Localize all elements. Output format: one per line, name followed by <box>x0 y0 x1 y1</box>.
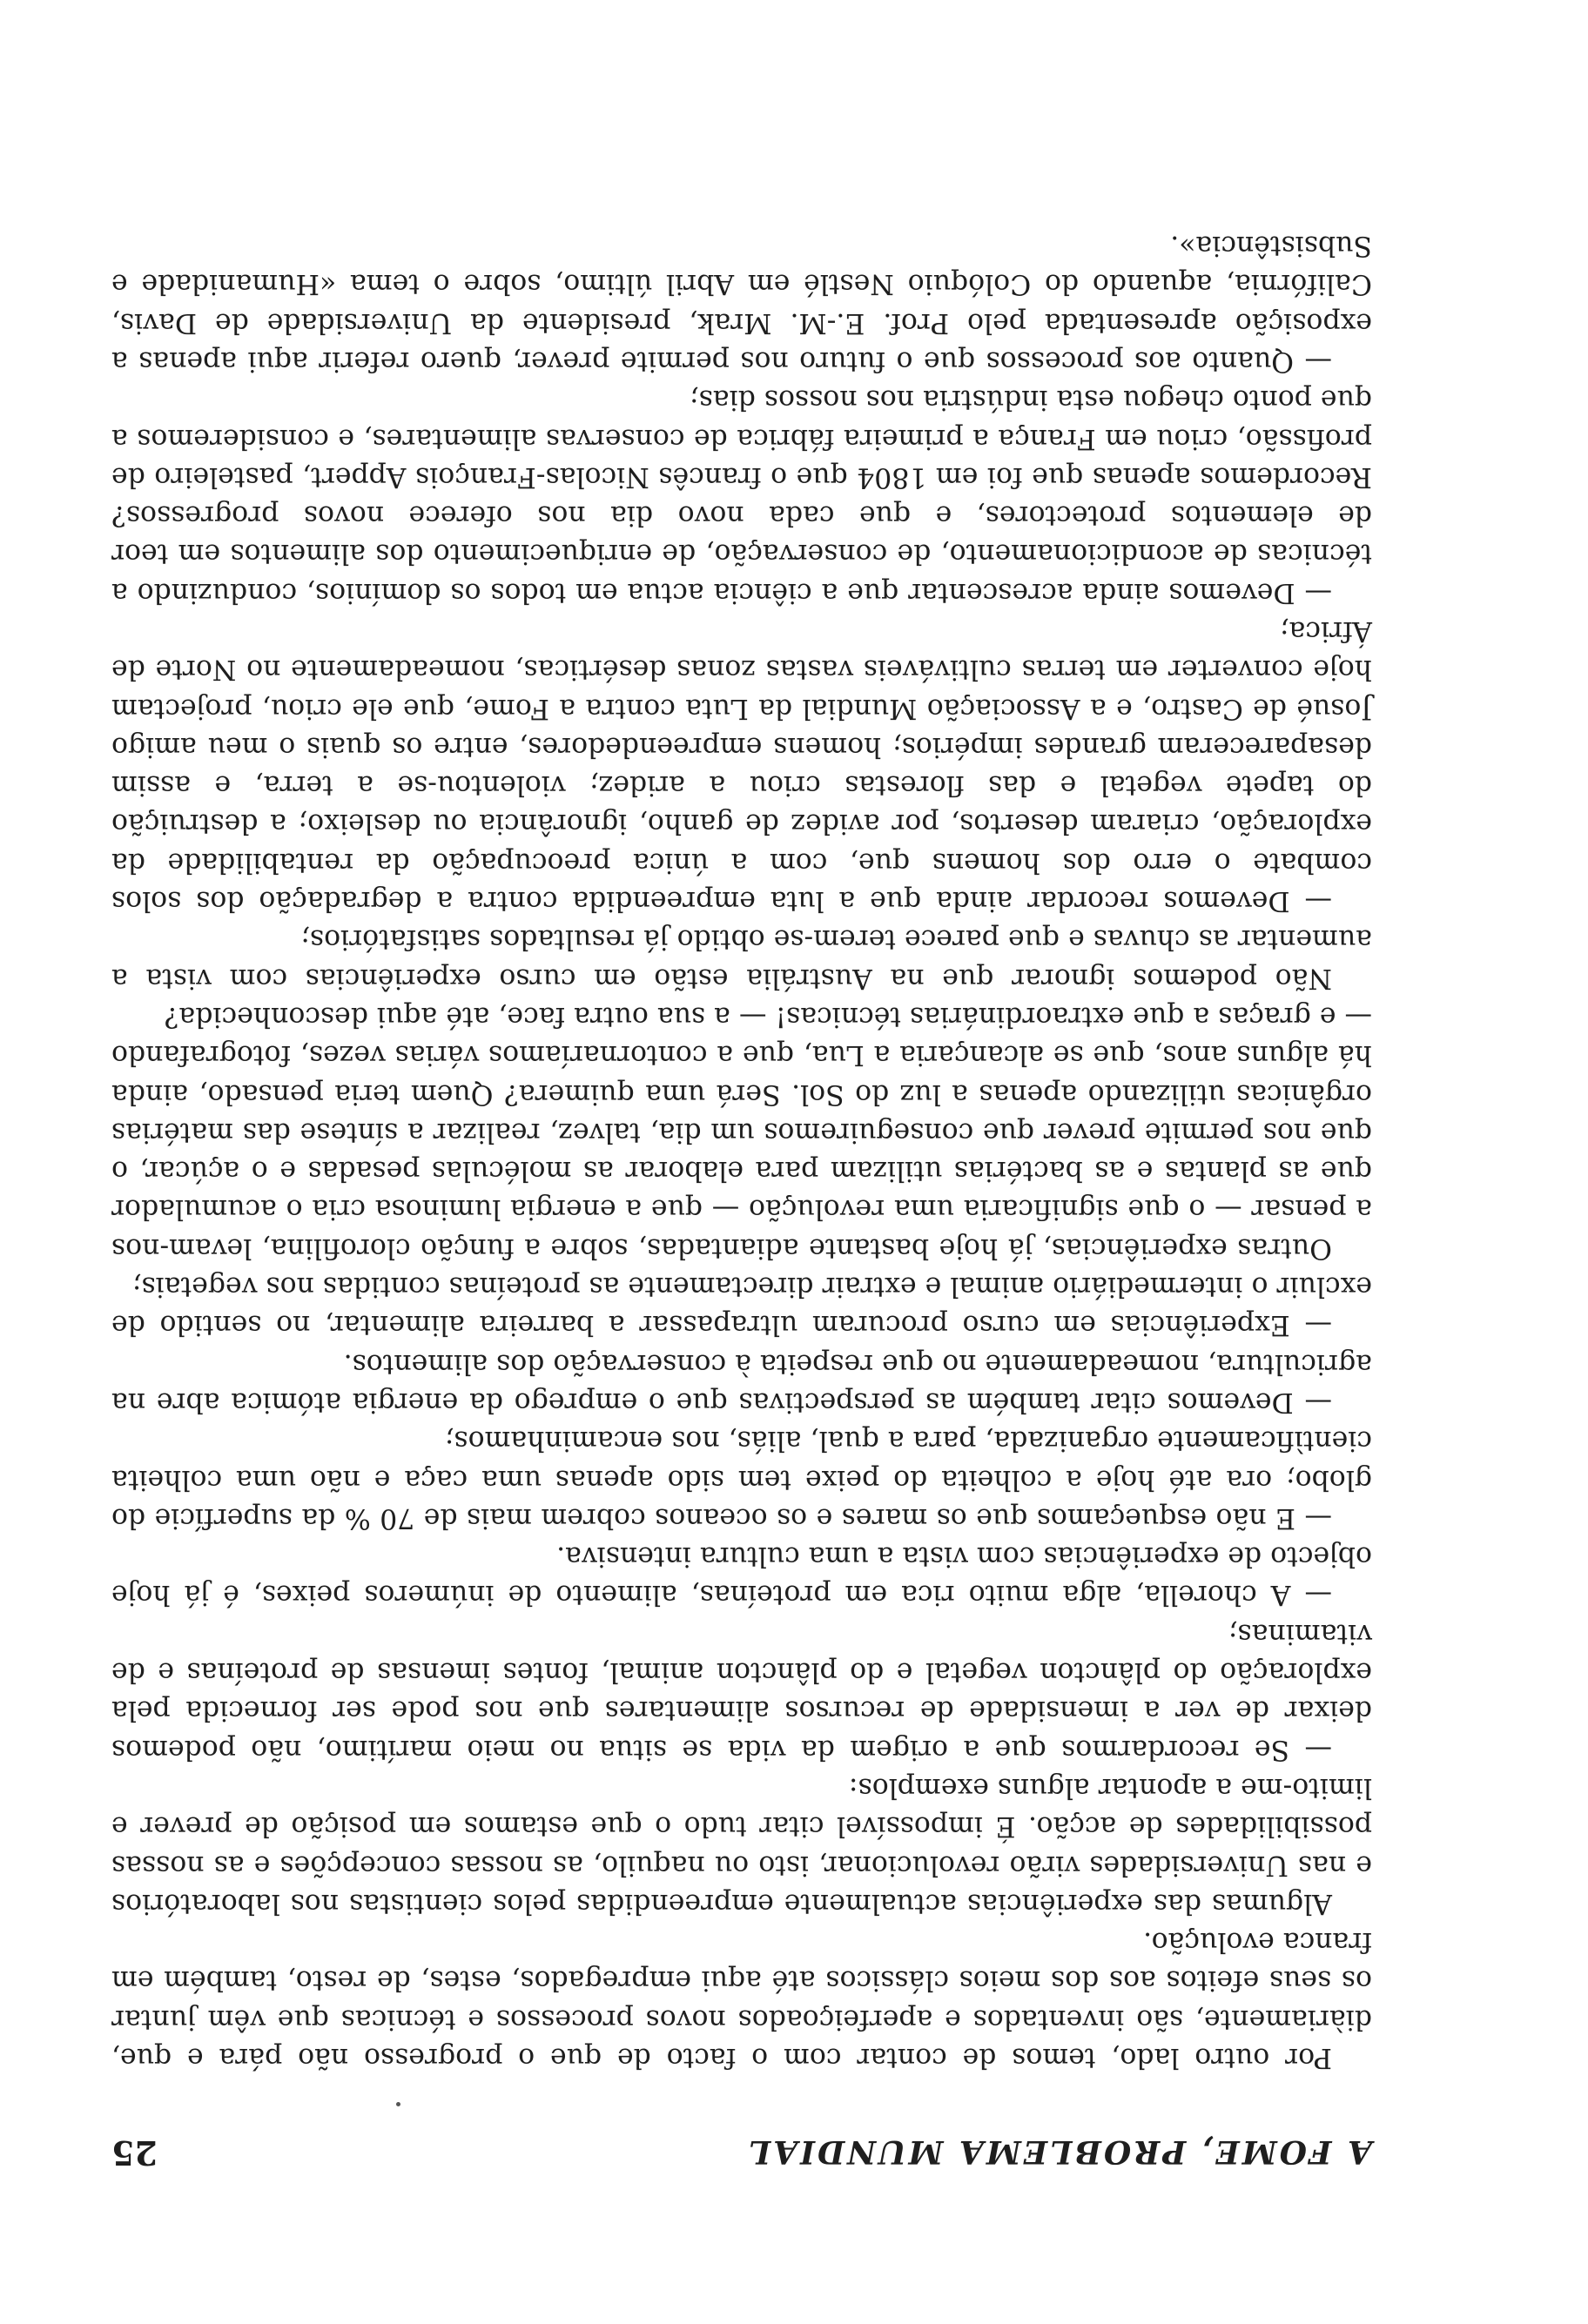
paragraph: — Se recordarmos que a origem da vida se situa no meio marítimo, não podemos deixar de ver a imensidade de recursos alimentares que nos pode ser fornecida pela exploração do plâncton vegetal e do plâncton animal, fontes imensas de proteínas e de vitaminas; <box>111 1617 1372 1765</box>
paragraph: — Experiências em curso procuram ultrapassar a barreira alimentar, no sentido de excluir o intermediário animal e extrair directamente as proteínas contidas nos vegetais; <box>111 1271 1372 1341</box>
paragraph: — Quanto aos processos que o futuro nos permite prever, quero referir aqui apenas a exposição apresentada pelo Prof. E.-M. Mrak, presidente da Universidade de Davis, Califórnia, aquando do Colóquio Nestlé em Abril último, sobre o tema «Humanidade e Subsistência». <box>111 230 1372 377</box>
paragraph: Por outro lado, temos de contar com o facto de que o progresso não pára e que, diàriamente, são inventados e aperfeiçoados novos processos e técnicas que vêm juntar os seus efeitos aos dos meios clássicos até aqui empregados, estes, de resto, também em franca evolução. <box>111 1926 1372 2073</box>
body-text <box>111 226 1372 2077</box>
paragraph: — Devemos ainda acrescentar que a ciência actua em todos os domínios, conduzindo a técnicas de acondicionamento, de conservação, de enriquecimento dos alimentos em teor de elementos protectores, e que cada novo dia nos oferece novos progressos? Recordemos apenas que foi em 1804 que o francês Nicolas-François Appert, pasteleiro de profissão, criou em França a primeira fábrica de conservas alimentares, e consideremos a que ponto chegou esta indústria nos nossos dias; <box>111 384 1372 608</box>
ink-speck <box>396 2102 400 2106</box>
paragraph: — Devemos citar também as perspectivas que o emprego da energia atómica abre na agricultura, nomeadamente no que respeita à conservação dos alimentos. <box>111 1347 1372 1418</box>
paragraph: Algumas das experiências actualmente empreendidas pelos cientistas nos laboratórios e nas Universidades virão revolucionar, isto ou naquilo, as nossas concepções e as nossas possibilidades de acção. É impossível citar tudo o que estamos em posição de prever e limito-me a apontar alguns exemplos: <box>111 1771 1372 1919</box>
page-header <box>111 2133 1372 2173</box>
paragraph: Não podemos ignorar que na Austrália estão em curso experiências com vista a aumentar as chuvas e que parece terem-se obtido já resultados satisfatórios; <box>111 924 1372 994</box>
paragraph: — A chorella, alga muito rica em proteínas, alimento de inúmeros peixes, é já hoje objecto de experiências com vista a uma cultura intensiva. <box>111 1541 1372 1611</box>
paragraph: Outras experiências, já hoje bastante adiantadas, sobre a função clorofilina, levam-nos a pensar — o que significaria uma revolução — que a energia luminosa cria o acumulador que as plantas e as bactérias utilizam para elaborar as moléculas pesadas e o açúcar, o que nos permite prever que conseguiremos um dia, talvez, realizar a síntese das matérias orgânicas utilizando apenas a luz do Sol. Será uma quimera? Quem teria pensado, ainda há alguns anos, que se alcançaria a Lua, que a contornaríamos várias vezes, fotografando — e graças a que extraordinárias técnicas! — a sua outra face, até aqui desconhecida? <box>111 1000 1372 1264</box>
paragraph: — E não esqueçamos que os mares e os oceanos cobrem mais de 70 % da superfície do globo; ora até hoje a colheita do peixe tem sido apenas uma caça e não uma colheita cientìficamente organizada, para a qual, aliás, nos encaminhamos; <box>111 1425 1372 1534</box>
running-title: A FOME, PROBLEMA MUNDIAL <box>745 2133 1372 2170</box>
paragraph: — Devemos recordar ainda que a luta empreendida contra a degradação dos solos combate o erro dos homens que, com a única preocupação da rentabilidade da exploração, criaram desertos, por avidez de ganho, ignorância ou desleixo; a destruição do tapete vegetal e das florestas criou a aridez; violentou-se a terra, e assim desapareceram grandes impérios; homens empreendedores, entre os quais o meu amigo Josué de Castro, e a Associação Mundial da Luta contra a Fome, que ele criou, projectam hoje converter em terras cultiváveis vastas zonas desérticas, nomeadamente no Norte de África; <box>111 615 1372 917</box>
page-number: 25 <box>111 2133 158 2173</box>
